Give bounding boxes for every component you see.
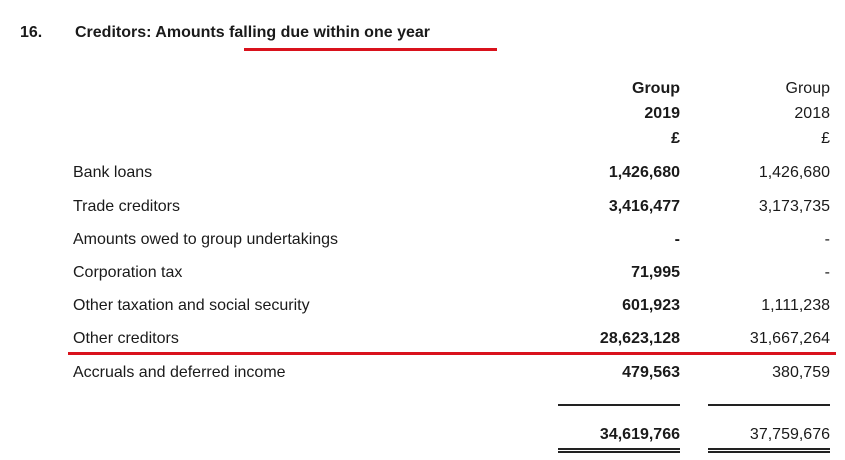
- col-2019-year: 2019: [644, 105, 680, 122]
- value-2019-trade-creditors: 3,416,477: [608, 198, 680, 215]
- col-2018-year: 2018: [794, 105, 830, 122]
- value-2018-bank-loans: 1,426,680: [758, 164, 830, 181]
- value-2018-other-taxation: 1,111,238: [761, 297, 830, 314]
- value-2019-group-undertakings: -: [674, 231, 680, 248]
- value-2019-accruals: 479,563: [622, 364, 680, 381]
- col-2018-currency: £: [821, 130, 830, 147]
- total-2018: 37,759,676: [749, 426, 830, 443]
- highlight-rule: [68, 352, 836, 355]
- row-label-other-creditors: Other creditors: [73, 330, 179, 347]
- value-2018-other-creditors: 31,667,264: [749, 330, 830, 347]
- value-2019-corporation-tax: 71,995: [631, 264, 680, 281]
- total-double-rule-2019: [558, 448, 680, 453]
- col-2019-currency: £: [671, 130, 680, 147]
- value-2019-other-taxation: 601,923: [622, 297, 680, 314]
- col-2018-entity: Group: [785, 80, 830, 97]
- row-label-corporation-tax: Corporation tax: [73, 264, 183, 281]
- subtotal-rule-2018: [708, 404, 830, 406]
- note-number: 16.: [20, 24, 43, 41]
- row-label-accruals: Accruals and deferred income: [73, 364, 286, 381]
- col-2019-entity: Group: [632, 80, 680, 97]
- row-label-trade-creditors: Trade creditors: [73, 198, 180, 215]
- value-2018-accruals: 380,759: [772, 364, 830, 381]
- note-title: Creditors: Amounts falling due within one year: [75, 24, 430, 41]
- value-2018-trade-creditors: 3,173,735: [758, 198, 830, 215]
- total-double-rule-2018: [708, 448, 830, 453]
- value-2018-corporation-tax: -: [824, 264, 830, 281]
- row-label-group-undertakings: Amounts owed to group undertakings: [73, 231, 339, 248]
- row-label-other-taxation: Other taxation and social security: [73, 297, 310, 314]
- value-2018-group-undertakings: -: [824, 231, 830, 248]
- subtotal-rule-2019: [558, 404, 680, 406]
- value-2019-other-creditors: 28,623,128: [599, 330, 680, 347]
- title-highlight-underline: [244, 48, 497, 51]
- value-2019-bank-loans: 1,426,680: [608, 164, 680, 181]
- total-2019: 34,619,766: [599, 426, 680, 443]
- row-label-bank-loans: Bank loans: [73, 164, 153, 181]
